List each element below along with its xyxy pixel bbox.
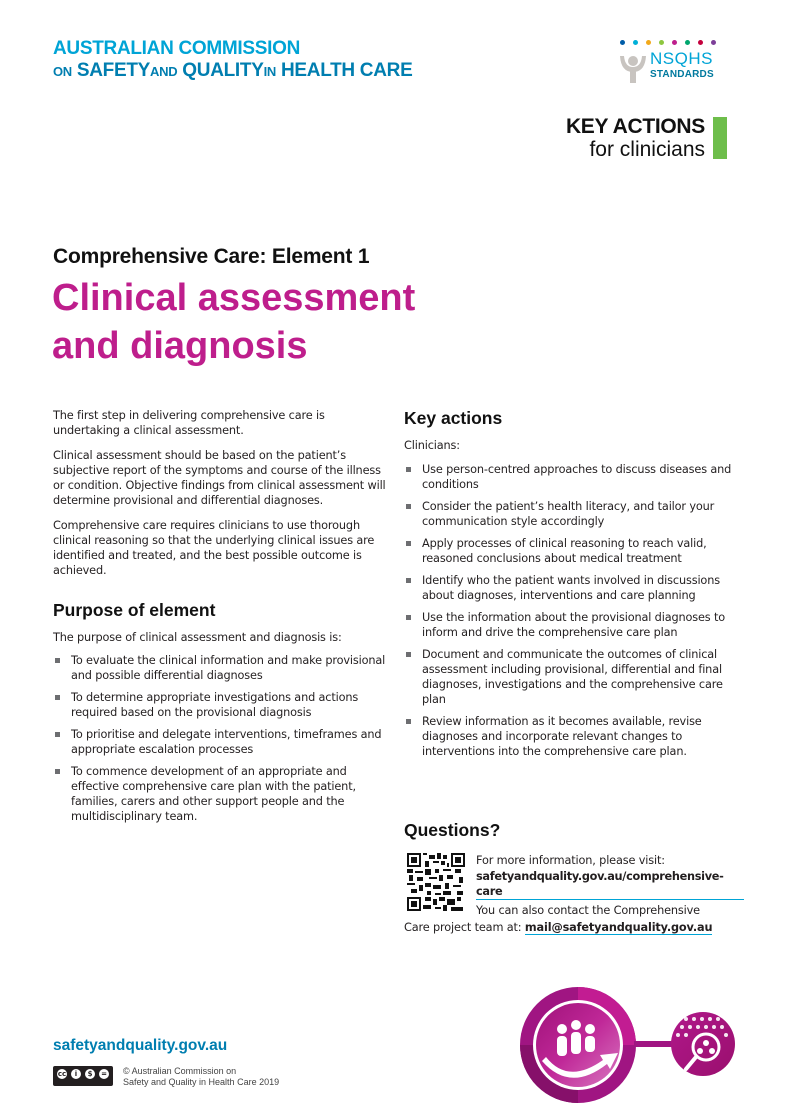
nd-icon: = (98, 1068, 110, 1080)
by-icon: i (70, 1068, 82, 1080)
bullet-square-icon (55, 769, 60, 774)
dot-icon (711, 40, 716, 45)
dot-icon (672, 40, 677, 45)
intro-paragraph: Comprehensive care requires clinicians to use thorough clinical reasoning so that the underlying clinical issues are identified and treated, and the best possible outcome is achieved. (53, 519, 375, 577)
bullet-square-icon (55, 732, 60, 737)
nsqhs-wordmark: NSQHS (650, 49, 713, 68)
commission-logo (53, 38, 412, 83)
people-group-icon (557, 1020, 595, 1056)
badge-line-2: for clinicians (589, 138, 705, 161)
dot-icon (698, 40, 703, 45)
page-title: Clinical assessment and diagnosis (52, 277, 416, 367)
list-item: Document and communicate the outcomes of clinical assessment including provisional, differential and final diagnoses, investigations and the comprehensive care plan (404, 647, 744, 707)
key-actions-heading: Key actions (404, 408, 503, 428)
list-item: Consider the patient’s health literacy, and tailor your communication style accordingly (404, 499, 744, 529)
green-accent-bar (713, 117, 727, 159)
contact-line: Care project team at: mail@safetyandquality.gov.au (404, 921, 713, 934)
page-subtitle: Comprehensive Care: Element 1 (53, 245, 370, 268)
bullet-square-icon (55, 658, 60, 663)
badge-line-1: KEY ACTIONS (565, 115, 705, 138)
contact-text: You can also contact the Comprehensive (476, 904, 700, 917)
list-item: Review information as it becomes available, revise diagnoses and incorporate relevant changes to interventions into the comprehensive care plan. (404, 714, 744, 759)
qr-code-icon[interactable] (407, 853, 465, 911)
right-column (404, 408, 744, 766)
dot-icon (633, 40, 638, 45)
person-raised-arms-icon (617, 52, 649, 84)
list-item: Use person-centred approaches to discuss diseases and conditions (404, 462, 744, 492)
bullet-square-icon (406, 467, 411, 472)
questions-heading: Questions? (404, 820, 501, 840)
nsqhs-standards-logo (612, 38, 742, 88)
intro-paragraph: The first step in delivering comprehensive care is undertaking a clinical assessment. (53, 409, 325, 437)
clinical-assessment-graphic (518, 985, 738, 1105)
intro-paragraph: Clinical assessment should be based on the patient’s subjective report of the symptoms and course of the illness or condition. Objective findings from clinical assessment will determine provisional and differential diagnoses. (53, 449, 386, 507)
key-actions-list (404, 462, 744, 759)
copyright-notice: © Australian Commission on Safety and Quality in Health Care 2019 (123, 1066, 280, 1087)
left-column (53, 408, 388, 831)
bullet-square-icon (406, 541, 411, 546)
list-item: Apply processes of clinical reasoning to reach valid, reasoned conclusions about medical treatment (404, 536, 744, 566)
logo-line-1: AUSTRALIAN COMMISSION (53, 38, 301, 59)
bullet-square-icon (406, 578, 411, 583)
email-link[interactable]: mail@safetyandquality.gov.au (524, 921, 713, 934)
purpose-intro: The purpose of clinical assessment and diagnosis is: (53, 631, 342, 644)
bullet-square-icon (406, 652, 411, 657)
info-text: For more information, please visit: (476, 854, 665, 867)
cc-icon: cc (57, 1070, 67, 1078)
key-actions-badge (566, 116, 705, 162)
dot-icon (646, 40, 651, 45)
list-item: Use the information about the provisional diagnoses to inform and drive the comprehensive care plan (404, 610, 744, 640)
key-actions-intro: Clinicians: (404, 439, 460, 452)
logo-line-2: ON SAFETYAND QUALITYIN HEALTH CARE (53, 60, 413, 81)
purpose-heading: Purpose of element (53, 600, 216, 620)
bullet-square-icon (406, 615, 411, 620)
comprehensive-care-link[interactable]: safetyandquality.gov.au/comprehensive-care (476, 869, 744, 900)
purpose-list (53, 653, 388, 824)
standards-wordmark: STANDARDS (650, 69, 714, 80)
dot-icon (685, 40, 690, 45)
bullet-square-icon (406, 719, 411, 724)
color-dots (620, 40, 716, 45)
questions-section (404, 820, 744, 934)
list-item: Identify who the patient wants involved in discussions about diagnoses, interventions and care planning (404, 573, 744, 603)
footer-website-link[interactable]: safetyandquality.gov.au (53, 1037, 228, 1054)
dot-icon (620, 40, 625, 45)
creative-commons-license-icon (53, 1066, 113, 1086)
list-item: To determine appropriate investigations and actions required based on the provisional diagnosis (53, 690, 388, 720)
nc-icon: $ (84, 1068, 96, 1080)
bullet-square-icon (55, 695, 60, 700)
list-item: To commence development of an appropriate and effective comprehensive care plan with the patient, families, carers and other support people and the multidisciplinary team. (53, 764, 388, 824)
list-item: To evaluate the clinical information and make provisional and possible differential diagnoses (53, 653, 388, 683)
list-item: To prioritise and delegate interventions, timeframes and appropriate escalation processes (53, 727, 388, 757)
bullet-square-icon (406, 504, 411, 509)
dot-icon (659, 40, 664, 45)
